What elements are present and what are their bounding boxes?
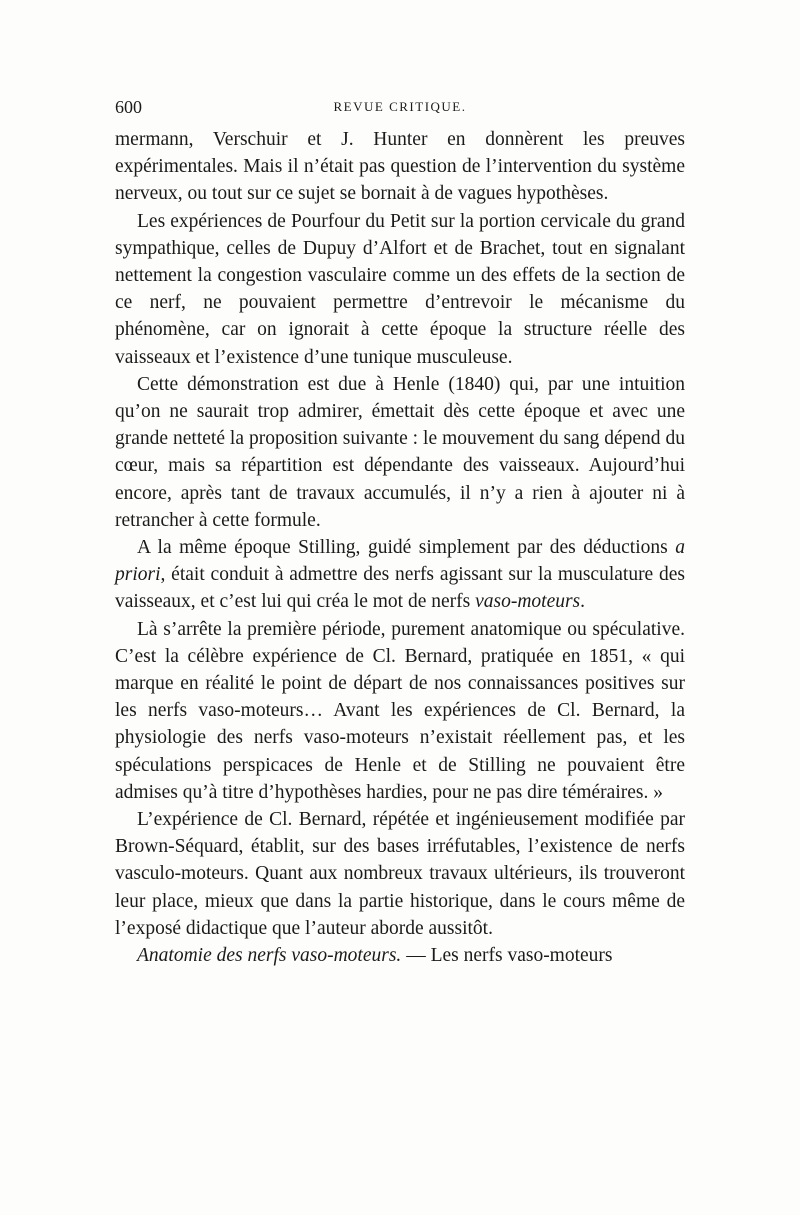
paragraph-henle: Cette démonstration est due à Henle (1840) qui, par une intuition qu’on ne saurait trop admirer, émettait dès cette époque et avec une grande netteté la proposition suivante : le mouvement du sang dépend du cœur, mais sa répartition est dépendante des vaisseaux. Aujourd’hui encore, après tant de travaux accumulés, il n’y a rien à ajouter ni à retrancher à cette formule.: [115, 373, 685, 531]
paragraph-text: A la même époque Stilling, guidé simplement par des déductions: [137, 537, 676, 559]
paragraph-bernard: Là s’arrête la première période, purement anatomique ou spéculative. C’est la célèbre expérience de Cl. Bernard, pratiquée en 1851, « qui marque en réalité le point de départ de nos connaissances positives sur les nerfs vaso-moteurs… Avant les expériences de Cl. Bernard, la physiologie des nerfs vaso-moteurs n’existait réellement pas, et les spéculations perspicaces de Henle et de Stilling ne pouvaient être admises qu’à titre d’hypothèses hardies, pour ne pas dire téméraires. »: [115, 618, 685, 803]
paragraph-text: — Les nerfs vaso-moteurs: [401, 945, 613, 967]
paragraph-continuation: mermann, Verschuir et J. Hunter en donnèrent les preuves expérimentales. Mais il n’était pas question de l’intervention du système nerveux, ou tout sur ce sujet se bornait à de vagues hypothèses.: [115, 129, 685, 205]
body-text: [115, 126, 685, 969]
paragraph-text: , était conduit à admettre des nerfs agissant sur la musculature des vaisseaux, et c’est lui qui créa le mot de nerfs: [115, 564, 685, 613]
page-header: [115, 97, 685, 119]
paragraph-stilling: [115, 534, 685, 616]
running-title: REVUE CRITIQUE.: [333, 99, 467, 114]
italic-term-a-priori: a priori: [115, 537, 685, 586]
paragraph-text: .: [580, 591, 586, 613]
italic-term-vaso-moteurs: vaso-moteurs: [475, 591, 581, 613]
paragraph-anatomie: [115, 942, 685, 969]
paragraph-pourfour: Les expériences de Pourfour du Petit sur la portion cervicale du grand sympathique, celles de Dupuy d’Alfort et de Brachet, tout en signalant nettement la congestion vasculaire comme un des effets de la section de ce nerf, ne pouvaient permettre d’entrevoir le mécanisme du phénomène, car on ignorait à cette époque la structure réelle des vaisseaux et l’existence d’une tunique musculeuse.: [115, 210, 685, 368]
page-number: 600: [115, 97, 142, 117]
section-heading: Anatomie des nerfs vaso-moteurs.: [137, 945, 402, 967]
paragraph-brown-sequard: L’expérience de Cl. Bernard, répétée et ingénieusement modifiée par Brown-Séquard, établit, sur des bases irréfutables, l’existence de nerfs vasculo-moteurs. Quant aux nombreux travaux ultérieurs, ils trouveront leur place, mieux que dans la partie historique, dans le cours même de l’exposé didactique que l’auteur aborde aussitôt.: [115, 809, 685, 939]
